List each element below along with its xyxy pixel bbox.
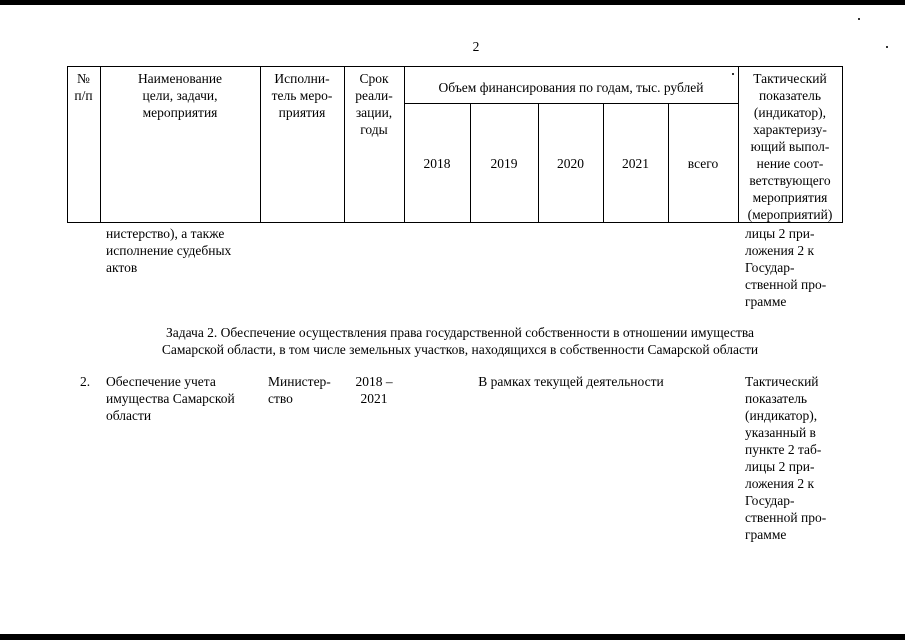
header-executor: Исполни- тель меро- приятия [271,71,333,120]
table-top-rule [67,66,842,67]
row-term: 2018 – 2021 [355,374,393,406]
header-term: Срок реали- зации, годы [355,71,393,137]
funding-subheader-rule [404,103,738,104]
row-executor: Министер- ство [268,374,331,406]
row-name: Обеспечение учета имущества Самарской области [106,374,235,423]
scan-speck [886,46,888,48]
header-total: всего [687,156,719,171]
scan-speck [732,73,734,75]
table-col-line [842,66,843,223]
header-year-2020: 2020 [557,156,584,171]
scan-bottom-border [0,634,905,640]
header-number: № п/п [74,71,93,103]
scan-speck [858,18,860,20]
header-year-2021: 2021 [622,156,649,171]
row-indicator: Тактический показатель (индикатор), указанный в пункте 2 таб- лицы 2 при- ложения 2 к Государ- ственной про- грамме [745,374,827,542]
continuation-indicator: лицы 2 при- ложения 2 к Государ- ственной про- грамме [745,226,827,309]
header-funding: Объем финансирования по годам, тыс. рублей [438,80,704,95]
scan-top-border [0,0,905,5]
header-indicator: Тактический показатель (индикатор), характеризу- ющий выпол- нение соот- ветствующего мероприятия (мероприятий) [747,71,833,222]
header-year-2018: 2018 [423,156,451,171]
header-year-2019: 2019 [490,156,518,171]
task-2-heading: Задача 2. Обеспечение осуществления права государственной собственности в отношении имущества Самарской области, в том числе земельных участков, находящихся в собственности Самарской области [161,325,759,357]
table-bottom-rule [67,222,842,223]
header-name: Наименование цели, задачи, мероприятия [137,71,223,120]
continuation-name: нистерство), а также исполнение судебных актов [106,226,232,275]
row-funding: В рамках текущей деятельности [478,374,664,389]
row-number: 2. [80,374,91,389]
page-number: 2 [472,39,480,54]
